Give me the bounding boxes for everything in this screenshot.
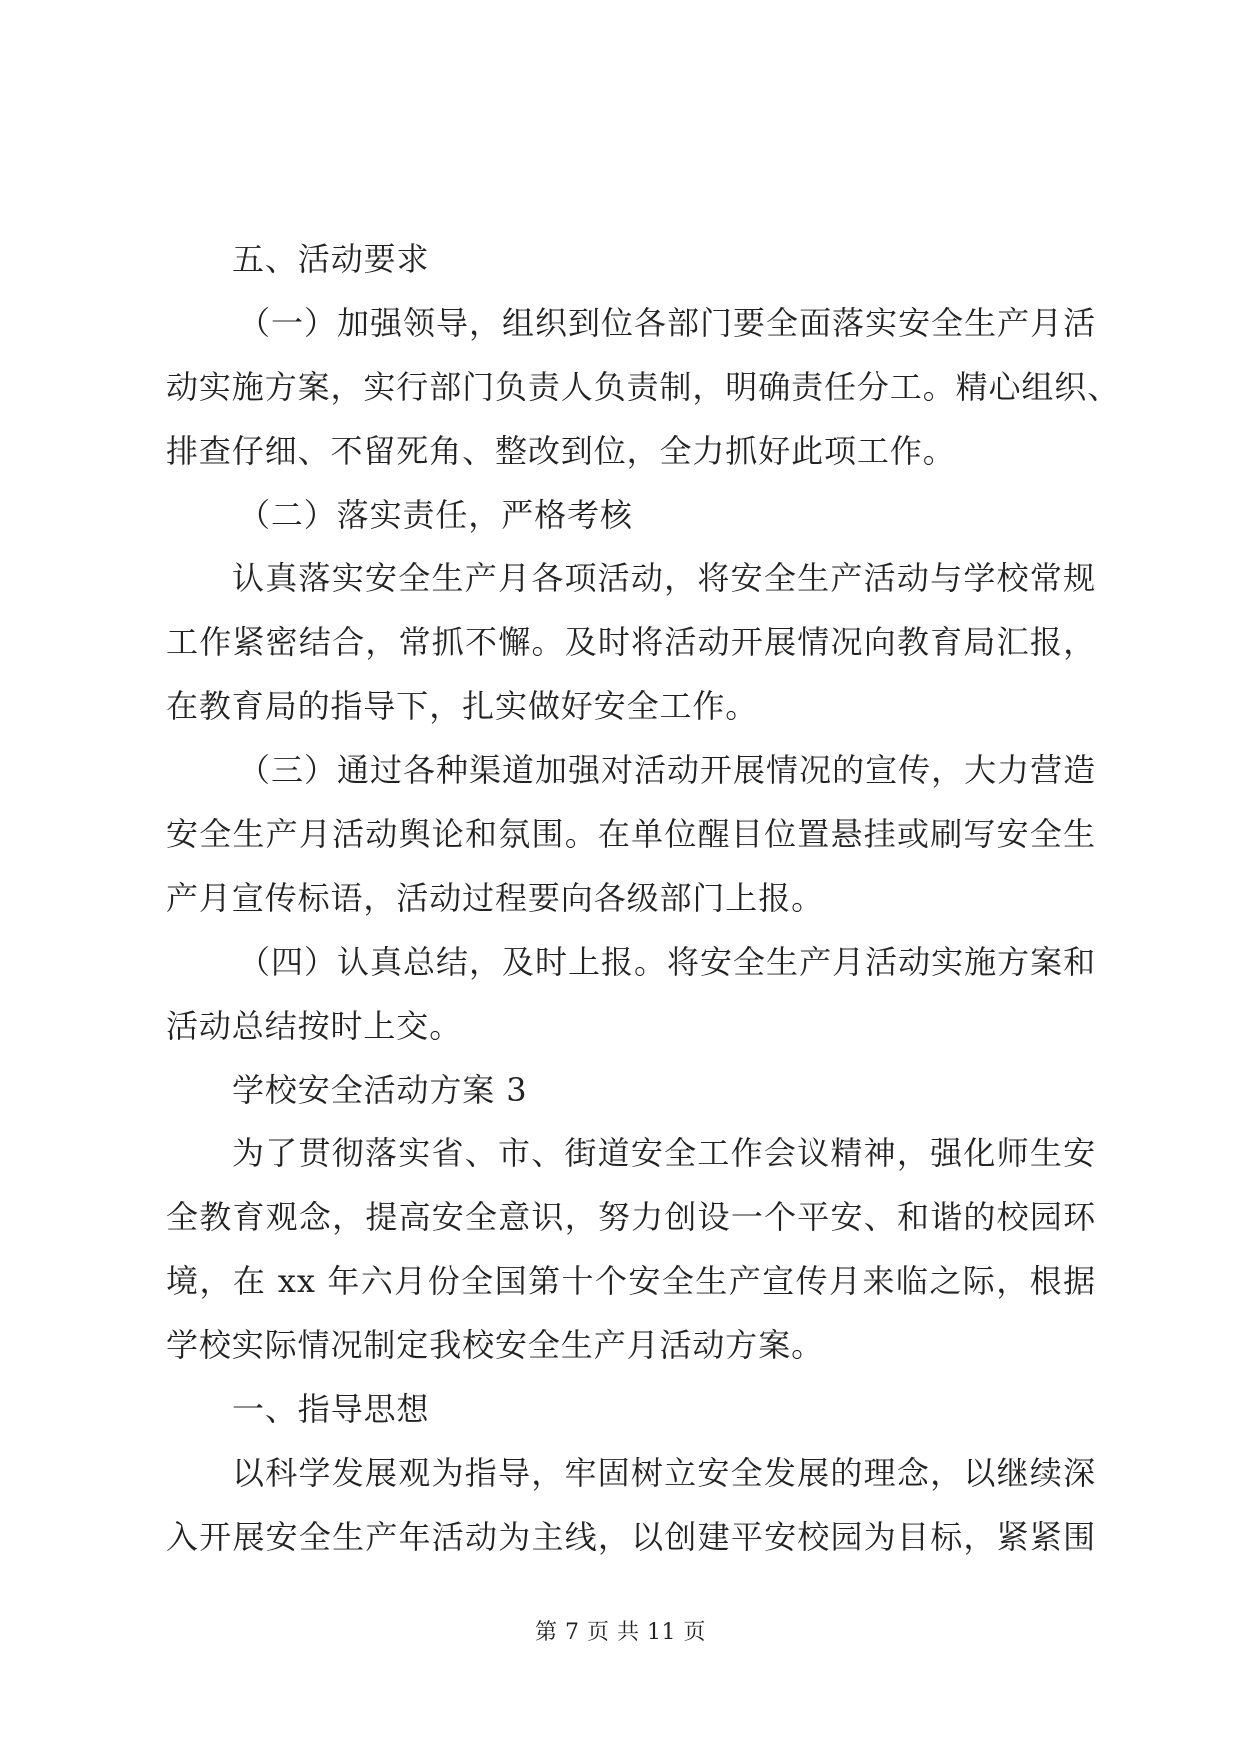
paragraph-line: 产月宣传标语，活动过程要向各级部门上报。 [166, 878, 825, 917]
paragraph-line: 排查仔细、不留死角、整改到位，全力抓好此项工作。 [166, 431, 956, 470]
paragraph-line: 全教育观念，提高安全意识，努力创设一个平安、和谐的校园环 [166, 1198, 1096, 1237]
paragraph-line: 为了贯彻落实省、市、街道安全工作会议精神，强化师生安 [232, 1134, 1096, 1173]
paragraph-line: （三）通过各种渠道加强对活动开展情况的宣传，大力营造 [238, 751, 1096, 790]
paragraph-line: 在教育局的指导下，扎实做好安全工作。 [166, 687, 759, 726]
paragraph-line: 活动总结按时上交。 [166, 1006, 463, 1045]
paragraph-line: 动实施方案，实行部门负责人负责制，明确责任分工。精心组织、 [166, 367, 1121, 406]
document-subtitle: 学校安全活动方案 3 [232, 1070, 528, 1109]
paragraph-line: 工作紧密结合，常抓不懈。及时将活动开展情况向教育局汇报， [166, 623, 1096, 662]
paragraph-line: （四）认真总结，及时上报。将安全生产月活动实施方案和 [238, 942, 1096, 981]
paragraph-line: 认真落实安全生产月各项活动，将安全生产活动与学校常规 [232, 559, 1096, 598]
subsection-heading: （二）落实责任，严格考核 [238, 495, 633, 534]
page-number: 第 7 页 共 11 页 [535, 1620, 706, 1645]
paragraph-line: （一）加强领导，组织到位各部门要全面落实安全生产月活 [238, 303, 1096, 342]
paragraph-line: 境，在 xx 年六月份全国第十个安全生产宣传月来临之际，根据 [166, 1262, 1096, 1301]
document-body [166, 228, 1121, 1570]
paragraph-line: 学校实际情况制定我校安全生产月活动方案。 [166, 1326, 825, 1365]
section-heading: 五、活动要求 [232, 240, 430, 278]
paragraph-line: 安全生产月活动舆论和氛围。在单位醒目位置悬挂或刷写安全生 [166, 815, 1096, 854]
paragraph-line: 以科学发展观为指导，牢固树立安全发展的理念，以继续深 [232, 1453, 1096, 1492]
paragraph-line: 入开展安全生产年活动为主线，以创建平安校园为目标，紧紧围 [166, 1517, 1096, 1556]
section-heading: 一、指导思想 [232, 1390, 430, 1429]
